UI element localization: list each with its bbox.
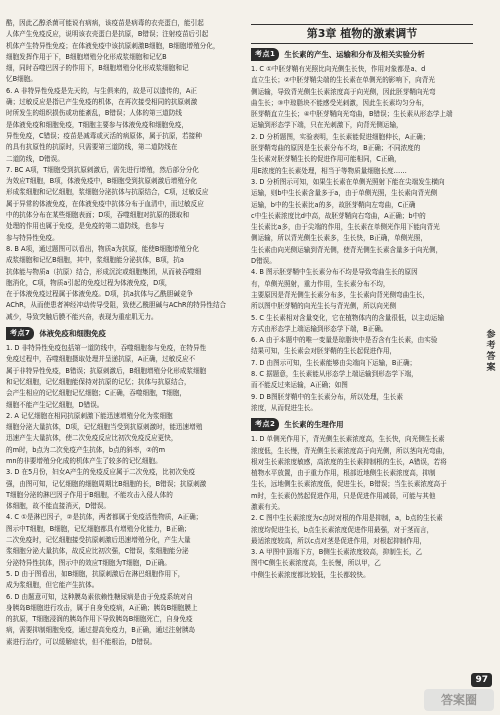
answer-line: 细胞不能产生记忆细胞，D错误。 [6,400,104,409]
left-answer-block-1 [6,18,228,323]
answer-line: 在于体液免疫过程属于体液免疫。D项，抗a抗体与乙酰胆碱竞争 [6,290,194,299]
answer-line: 2. C 图中生长素浓度为c点时对根的作用是抑制，a，b点的生长素 [251,514,443,523]
page-number: 97 [471,673,492,687]
answer-line: 生长素比a多，由于尖端的作用，生长素在单侧光作用下能向背光 [251,223,440,232]
topic-title: 生长素的生理作用 [284,420,344,430]
answer-line: 病，需要抑制细胞免疫，通过提高免疫力，B正确，通过注射胰岛 [6,626,196,635]
answer-line: 而不能反过来运输，A正确；如图 [251,381,348,390]
topic-title: 体液免疫和细胞免疫 [39,328,106,338]
topic-1-header [251,47,473,62]
answer-line: 身胰岛B细胞进行攻击，属于自身免疫病，A正确；胰岛B细胞膜上 [6,603,198,612]
answer-line: 3. D 在5月份，妇女A产生的免疫反应属于二次免疫，比初次免疫 [6,468,196,477]
answer-line: 结果可知，生长素会对胚芽鞘的生长起促进作用， [251,347,397,356]
answer-line: 7. BC A项，T细胞受到抗原刺激后，需先进行增殖，然后部分分化 [6,165,199,174]
answer-line: 4. C ①是淋巴因子，②是抗体，两者都属于免疫活性物质，A正确； [6,513,203,522]
answer-line: 人体产生免疫反应，说明该衣壳蛋白是抗原，B错误；注射疫苗后引起 [6,30,209,39]
answer-line: 6. D 由题意可知，这种膜岛素依赖性糖尿病是由于免疫系统对自 [6,592,193,601]
answer-line: 图示中T细胞，B细胞，记忆细胞都具有增殖分化能力，B正确； [6,524,191,533]
answer-line: 9. D B图胚芽鞘中的生长素分布，所以处理，生长素 [251,392,403,401]
answer-line: 迅速产生大量抗体，使二次免疫反应比初次免疫反应更快， [6,434,178,443]
answer-line: 分泌特异性抗体，图示中的效应T细胞为T细胞，D正确。 [6,558,171,567]
answer-line: 用E浓度的生长素处理，相当于等物质量细胞长度…… [251,166,407,175]
answer-line: 8. C 据题意，生长素能从形态学上端运输到形态学下端， [251,370,418,379]
answer-line: 细，同时吞噬巴因子的作用下，B细胞增殖分化形成浆细胞和记 [6,64,189,73]
answer-line: 最适浓度较高，所以c点对茎是促进作用，对根起抑制作用， [251,536,427,545]
answer-line: 运输到形态学下端，只在光刺激下，向背光侧运输， [251,121,403,130]
answer-line: 异性免疫，C错误；疫苗是减毒或灭活的病原体，属于抗原，若接种 [6,131,202,140]
answer-line: D错误。 [251,257,276,266]
answer-line: 细胞分泌大量抗体，D项，记忆细胞当受到抗原刺激时，能迅速增殖 [6,423,203,432]
answer-line: 的m时，b点为二次免疫产生抗体，b点的斜率，②的m [6,445,166,454]
topic-badge: 考点1 [251,48,279,61]
answer-line: 浓度均促进生长，b点生长素浓度促进作用最强，对于茎而言， [251,525,434,534]
chapter-title: 第3章 植物的激素调节 [251,24,473,44]
answer-line: 5. D 由于图看出，如B细胞，抗原刺激后在淋巴细胞作用下， [6,569,185,578]
answer-line: 和记忆细胞，记忆细胞能保持对抗原的记忆；抗体与抗原结合， [6,377,191,386]
answer-line: 8. B A项，通过题图可以看出，物质a为抗原，能使B细胞增殖分化 [6,244,199,253]
right-column [251,24,473,581]
answer-line: 属于异常的体液免疫，在体液免疫中抗体分布于血清中，而过敏反应 [6,199,204,208]
topic-2-header [251,417,473,432]
answer-line: 免疫过程中，吞噬细胞摄取处理并呈递抗原，A正确，过敏反应不 [6,355,196,364]
topic-7-header [6,326,228,341]
answer-line: 为效应T细胞，B项，体液免疫中，B细胞受到抗原刺激后增殖分化 [6,177,198,186]
answer-line: 植物水平放置，由于重力作用，根部近地侧生长素浓度高，抑制 [251,469,436,478]
answer-line: 侧运输，导致背光侧生长素浓度高于向光侧，因此胚芽鞘向光弯 [251,87,436,96]
answer-line: 1. C ①中胚芽鞘有光照比向光侧生长快，作用对象都是a、d [251,65,426,73]
answer-line: 抗体能与物质a（抗原）结合，形成沉淀或细胞集团，从而被吞噬细 [6,267,202,276]
answer-line: 浓度，从而促进生长。 [251,403,317,412]
answer-line: 时所发生的组织损伤或功能紊乱，B错误；人体的第三道防线 [6,109,182,118]
topic-title: 生长素的产生、运输和分布及相关实验分析 [284,49,425,59]
answer-line: 强，由图可知，记忆细胞的细胞周期比B细胞的长，B错误；抗原刺激 [6,479,207,488]
answer-line: 1. D 非特异性免疫包括第一道防线中，吞噬细胞参与免疫，在特异性 [6,344,207,353]
answer-line: 胚芽鞘弯曲的原因是生长素分布不均，B正确；不同浓度的 [251,144,421,153]
answer-line: 所以图中胚芽鞘的向光生长与背光侧，所以向光侧 [251,302,397,311]
answer-line: 二次免疫时，记忆细胞接受抗原刺激后迅速增殖分化，产生大量 [6,536,191,545]
answer-line: 减少，导致突触后膜不能兴奋，表现为重症肌无力。 [6,312,158,321]
answer-line: 6. A 非特异性免疫是先天的，与生俱来的，故是可以遗传的，A正 [6,86,197,95]
answer-line: 中侧生长素浓度都比较低，生长都较快。 [251,570,370,579]
answer-line: 参与特异性免疫。 [6,233,59,242]
right-answer-block-2 [251,434,473,581]
answer-line: 是体液免疫和细胞免疫，T细胞主要参与体液免疫和细胞免疫， [6,120,189,129]
answer-line: 根对生长素浓度敏感，高浓度的生长素抑制根的生长，A错误，若将 [251,457,447,466]
answer-line: 胚芽鞘直立生长；④中胚芽鞘向光弯曲，B错误；生长素从形态学上端 [251,110,453,119]
left-answer-block-2 [6,343,228,648]
answer-line: mn的非要增殖分化成的机体产生了较多的记忆细胞。 [6,456,162,465]
answer-line: 曲生长；③中琼脂块不能感受光刺激，因此生长素均匀分布， [251,98,429,107]
answer-line: 4. B 图示胚芽鞘中生长素分布不均是导致弯曲生长的原因 [251,268,418,277]
answer-line: 直立生长；②中胚芽鞘尖端的生长素在单侧光的影响下，向背光 [251,76,435,85]
answer-line: 属于非特异性免疫，B错误；抗原刺激后，B细胞增殖分化形成浆细胞 [6,366,207,375]
answer-line: 确；过敏反应是指已产生免疫的机体，在再次接受相同的抗原刺激 [6,98,198,107]
topic-badge: 考点2 [251,418,279,431]
answer-line: 7. D 由图示可知，生长素能够由尖端向下运输，B正确； [251,358,417,367]
answer-line: AChR，从而使患者神经冲动传导受阻，致使乙酰胆碱与AChR的特异性结合 [6,301,227,310]
answer-line: 6. A 由于本题中的唯一变量是琼脂块中是否含有生长素，由实验 [251,336,438,345]
answer-line: 机体产生特异性免疫；在体液免疫中该抗原刺激B细胞，B细胞增殖分化， [6,41,220,50]
right-answer-block-1 [251,64,473,414]
answer-line: 二道防线，D错误。 [6,154,64,163]
answer-line: 浓度低，生长慢，背光侧生长素浓度高于向光侧，所以茎向光弯曲， [251,446,449,455]
answer-line: 图中C侧生长素浓度高，生长慢，所以甲，乙 [251,559,381,568]
answer-line: 忆B细胞。 [6,75,37,84]
answer-line: 生长，远地侧生长素浓度低，促进生长，B错误；当生长素浓度高于 [251,480,447,489]
answer-line: 运输，b中的生长素比a的多，故胚芽鞘向左弯曲，C正确 [251,200,416,209]
answer-line: 主要原因是背光侧生长素分布多，生长素向背光侧弯曲生长， [251,290,430,299]
answer-line: 1. D 单侧光作用下，背光侧生长素浓度高，生长快，向光侧生长素 [251,435,445,444]
answer-line: m时，生长素仍然起促进作用，只是促进作用减弱，可能与其他 [251,491,436,500]
side-section-label: 参考答案 [486,330,496,373]
answer-line: 成为浆细胞，但它能产生抗体。 [6,581,99,590]
watermark-logo: 答案圈 [424,689,494,711]
answer-line: 的抗原，T细胞浸润的胰岛作用下导致胰岛B细胞死亡，自身免疫 [6,615,193,624]
answer-line: 5. C 生长素相对含量变化，它在植物体内的含量很低，以主动运输 [251,313,445,322]
left-column [6,18,228,648]
answer-line: T细胞分泌的淋巴因子作用于B细胞，不能攻击入侵人体的 [6,490,173,499]
answer-line: 形成浆细胞和记忆细胞，浆细胞分泌抗体与抗原结合，C项，过敏反应 [6,188,209,197]
answer-line: 素进行治疗，可以缓解症状，但不能根治，D错误。 [6,637,157,646]
answer-line: 会产生相应的记忆细胞记忆细胞；C正确，吞噬细胞，T细胞， [6,389,187,398]
answer-line: 成浆细胞和记忆B细胞，其中，浆细胞能分泌抗体，B项，抗a [6,256,184,265]
answer-line: 体细胞，故不能直接消灭，D错误。 [6,502,110,511]
answer-line: 浆细胞分泌大量抗体，故反应比初次强，C错误，浆细胞能分泌 [6,547,189,556]
answer-line: 运输，则b中生长素含量多于a，由于单侧光照，生长素向背光侧 [251,189,438,198]
answer-line: 有，单侧光照射，重力作用，生长素分布不均， [251,279,390,288]
answer-line: 2. D 分析题图，实验表明，生长素能促进细胞伸长，A正确； [251,132,430,141]
answer-line: 处理的作用也属于免疫，是免疫的第二道防线，也参与 [6,222,165,231]
answer-line: 3. D 分析图示可知，如果生长素在单侧光照射下能在尖端发生横向 [251,177,445,186]
answer-line: 酷，因此乙醇杀菌可能说有病病，该疫苗是病毒的衣壳蛋白，能引起 [6,19,204,27]
answer-line: 2. A 记忆细胞在相同抗原刺激下能迅速增殖分化为浆细胞 [6,411,173,420]
answer-line: 方式由形态学上端运输到形态学下端，B正确。 [251,324,388,333]
answer-line: 中的抗体分布在某些细胞表面；D项，吞噬细胞对抗原的摄取和 [6,211,190,220]
answer-line: 生长素对胚芽鞘生长的促进作用可能相同，C正确， [251,155,401,164]
answer-line: 3. A 甲图中顶端下方，B侧生长素浓度较高，抑制生长，乙 [251,548,423,557]
topic-badge: 考点7 [6,327,34,340]
answer-line: c中生长素浓度比d中高，故胚芽鞘向右弯曲，A正确；b中的 [251,211,426,220]
answer-line: 激素有关。 [251,502,284,511]
answer-line: 的具有抗原性的抗原时，只需要第三道防线，第二道防线在 [6,143,178,152]
answer-line: 细胞发挥作用于下，B细胞增殖分化形成浆细胞和记忆B [6,52,167,61]
answer-line: 胞消化，C项，物质a引起的免疫过程为体液免疫，D项， [6,278,172,287]
answer-line: 侧运输，所以背光侧生长素多，生长快，B正确，单侧光照， [251,234,427,243]
answer-line: 生长素由向光侧运输到背光侧，使背光侧生长素含量多于向光侧， [251,245,443,254]
